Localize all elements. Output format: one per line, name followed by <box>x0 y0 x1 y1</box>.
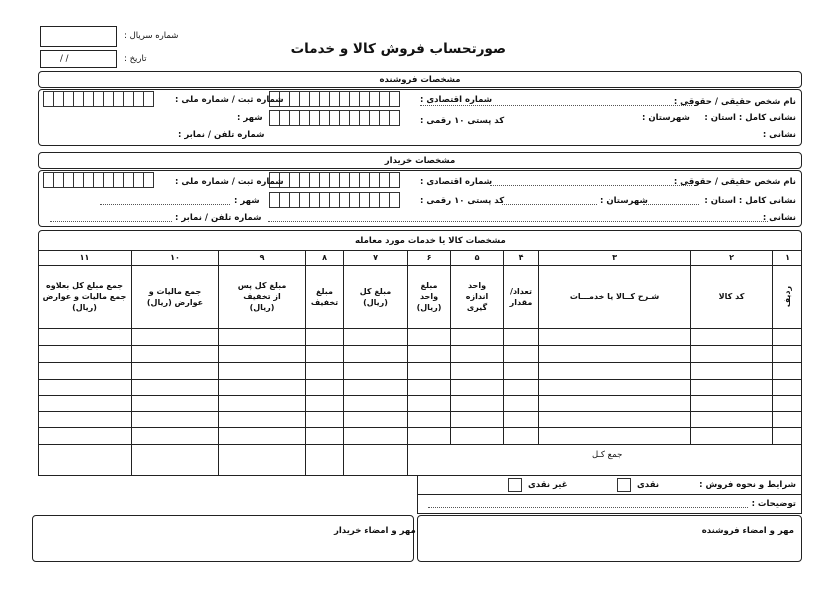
col-3-num: ۳ <box>538 250 690 265</box>
col-4-num: ۴ <box>503 250 538 265</box>
noncash-checkbox[interactable] <box>508 478 522 492</box>
buyer-signature-box[interactable] <box>32 515 414 562</box>
seller-city-label: شهر : <box>237 113 263 123</box>
col-6-label: مبلغ واحد (ریال) <box>407 265 450 328</box>
buyer-name-line[interactable] <box>490 185 692 186</box>
table-row <box>38 427 802 428</box>
buyer-postal-label: کد پستی ۱۰ رقمی : <box>420 196 505 206</box>
seller-reg-label: شماره ثبت / شماره ملی : <box>175 95 284 105</box>
col-4-label: تعداد/ مقدار <box>503 265 538 328</box>
seller-economic-cells[interactable] <box>270 91 400 107</box>
buyer-address-label: نشانی کامل : استان : <box>704 196 796 206</box>
table-row <box>38 395 802 396</box>
table-row <box>38 362 802 363</box>
buyer-phone-label: شماره تلفن / نمابر : <box>175 213 262 223</box>
cash-label: نقدی <box>637 480 660 490</box>
table-row <box>38 444 802 445</box>
col-8-label: مبلغ تخفیف <box>305 265 343 328</box>
terms-label: شرایط و نحوه فروش : <box>699 480 796 490</box>
col-1-label-text: ردیف <box>783 285 792 308</box>
notes-line[interactable] <box>428 507 748 508</box>
buyer-city-line[interactable] <box>100 204 230 205</box>
col-9-num: ۹ <box>218 250 305 265</box>
seller-economic-label: شماره اقتصادی : <box>420 95 493 105</box>
seller-county-label: شهرستان : <box>642 113 690 123</box>
seller-reg-cells[interactable] <box>44 91 154 107</box>
buyer-address2-label: نشانی : <box>762 213 796 223</box>
col-10-num: ۱۰ <box>131 250 218 265</box>
notes-row <box>417 494 802 514</box>
buyer-reg-cells[interactable] <box>44 172 154 188</box>
seller-sign-label: مهر و امضاء فروشنده <box>701 526 794 536</box>
col-5-num: ۵ <box>450 250 503 265</box>
buyer-section-title: مشخصات خریدار <box>384 156 456 166</box>
col-1-num: ۱ <box>772 250 802 265</box>
col-9-label: مبلغ کل پس از تخفیف (ریال) <box>218 265 305 328</box>
col-6-num: ۶ <box>407 250 450 265</box>
seller-address-label: نشانی کامل : استان : <box>704 113 796 123</box>
date-field[interactable] <box>40 50 117 68</box>
page-title: صورتحساب فروش کالا و خدمات <box>290 41 506 57</box>
col-8-num: ۸ <box>305 250 343 265</box>
serial-number-field[interactable] <box>40 26 117 47</box>
buyer-economic-label: شماره اقتصادی : <box>420 177 493 187</box>
seller-name-line[interactable] <box>420 105 692 106</box>
col-7-num: ۷ <box>343 250 407 265</box>
col-5-label: واحد اندازه گیری <box>450 265 503 328</box>
buyer-county-line[interactable] <box>502 204 597 205</box>
seller-phone-label: شماره تلفن / نمابر : <box>178 130 265 140</box>
buyer-address-line[interactable] <box>643 204 699 205</box>
date-label: تاریخ : <box>124 54 147 64</box>
buyer-city-label: شهر : <box>234 196 260 206</box>
seller-address2-label: نشانی : <box>762 130 796 140</box>
seller-signature-box[interactable] <box>417 515 802 562</box>
col-3-label: شـرح کــالا یا خدمـــات <box>538 265 690 328</box>
col-10-label: جمع مالیات و عوارض (ریال) <box>131 265 218 328</box>
buyer-section-header <box>38 152 802 169</box>
col-2-num: ۲ <box>690 250 772 265</box>
col-2-label: کد کالا <box>690 265 772 328</box>
total-label: جمع کـل <box>592 450 623 460</box>
seller-section-title: مشخصات فروشنده <box>379 75 461 85</box>
buyer-economic-cells[interactable] <box>270 172 400 188</box>
buyer-reg-label: شماره ثبت / شماره ملی : <box>175 177 284 187</box>
seller-section-header <box>38 71 802 88</box>
table-row <box>38 411 802 412</box>
col-7-label: مبلغ کل (ریال) <box>343 265 407 328</box>
seller-name-label: نام شخص حقیقی / حقوقی : <box>673 97 796 107</box>
noncash-label: غیر نقدی <box>528 480 568 490</box>
buyer-county-label: شهرستان : <box>600 196 648 206</box>
table-row <box>38 379 802 380</box>
cash-checkbox[interactable] <box>617 478 631 492</box>
serial-label: شماره سریال : <box>124 31 179 41</box>
date-value: / / <box>60 54 69 64</box>
notes-label: توضیحات : <box>751 499 796 509</box>
items-section-title: مشخصات کالا یا خدمات مورد معامله <box>355 236 506 246</box>
buyer-name-label: نام شخص حقیقی / حقوقی : <box>673 177 796 187</box>
seller-postal-cells[interactable] <box>270 110 400 126</box>
buyer-postal-cells[interactable] <box>270 192 400 208</box>
buyer-address2-line[interactable] <box>268 221 768 222</box>
col-11-num: ۱۱ <box>79 253 90 262</box>
seller-postal-label: کد پستی ۱۰ رقمی : <box>420 116 505 126</box>
col-11-label: جمع مبلغ کل بعلاوه جمع مالیات و عوارض (ریال) <box>42 281 127 312</box>
buyer-sign-label: مهر و امضاء خریدار <box>334 526 416 536</box>
table-row <box>38 345 802 346</box>
col-1-label <box>772 265 802 328</box>
buyer-phone-line[interactable] <box>50 221 172 222</box>
